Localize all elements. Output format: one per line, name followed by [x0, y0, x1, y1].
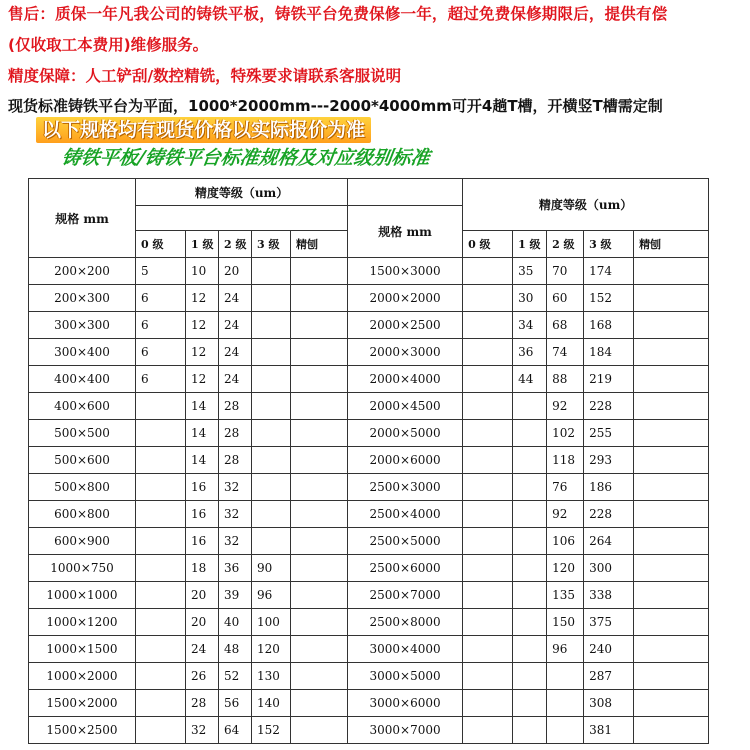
table-title: 铸铁平板/铸铁平台标准规格及对应级别标准	[60, 147, 432, 169]
right-grade-2-cell: 92	[547, 501, 584, 528]
left-planed-cell	[291, 636, 348, 663]
left-grade-2-cell: 24	[219, 285, 252, 312]
right-grade-2-cell: 60	[547, 285, 584, 312]
left-size-cell: 400×600	[29, 393, 136, 420]
left-size-cell: 1000×1200	[29, 609, 136, 636]
left-planed-cell	[291, 258, 348, 285]
right-grade-0-cell	[463, 663, 513, 690]
right-planed-cell	[634, 312, 709, 339]
left-grade-3-cell	[252, 339, 291, 366]
table-row	[29, 609, 709, 636]
right-planed-cell	[634, 258, 709, 285]
left-grade-3-cell	[252, 420, 291, 447]
left-grade-3-cell: 140	[252, 690, 291, 717]
left-planed-cell	[291, 366, 348, 393]
right-grade-0-cell	[463, 366, 513, 393]
table-row	[29, 663, 709, 690]
right-grade-1-cell	[513, 582, 547, 609]
left-grade-3-cell	[252, 312, 291, 339]
right-grade-1-cell: 36	[513, 339, 547, 366]
right-grade-0-cell	[463, 717, 513, 744]
right-grade-0-cell	[463, 393, 513, 420]
left-grade-2-cell: 32	[219, 474, 252, 501]
left-grade-1-cell: 24	[186, 636, 219, 663]
right-planed-cell	[634, 555, 709, 582]
spec-header-left: 规格 mm	[29, 179, 136, 258]
right-grade-3-cell: 219	[584, 366, 634, 393]
right-grade-2-cell: 92	[547, 393, 584, 420]
left-size-cell: 1500×2000	[29, 690, 136, 717]
right-grade-2-cell: 135	[547, 582, 584, 609]
right-size-cell: 2500×5000	[348, 528, 463, 555]
right-grade-2-cell: 120	[547, 555, 584, 582]
left-planed-cell	[291, 528, 348, 555]
left-planed-cell	[291, 717, 348, 744]
grade-1-header: 1 级	[186, 231, 219, 258]
left-grade-1-cell: 16	[186, 528, 219, 555]
after-sales-note: 售后：质保一年凡我公司的铸铁平板，铸铁平台免费保修一年，超过免费保修期限后，提供有偿	[8, 5, 668, 23]
right-planed-cell	[634, 717, 709, 744]
right-grade-2-cell: 96	[547, 636, 584, 663]
left-grade-2-cell: 64	[219, 717, 252, 744]
right-grade-2-cell: 76	[547, 474, 584, 501]
right-grade-1-cell: 35	[513, 258, 547, 285]
right-grade-3-cell: 228	[584, 393, 634, 420]
right-grade-1-cell	[513, 528, 547, 555]
left-grade-1-cell: 14	[186, 420, 219, 447]
left-planed-cell	[291, 555, 348, 582]
right-grade-3-cell: 240	[584, 636, 634, 663]
right-size-cell: 2000×3000	[348, 339, 463, 366]
grade-planed-header: 精刨	[291, 231, 348, 258]
left-planed-cell	[291, 312, 348, 339]
left-grade-3-cell	[252, 285, 291, 312]
right-size-cell: 2000×5000	[348, 420, 463, 447]
left-grade-3-cell: 96	[252, 582, 291, 609]
left-size-cell: 400×400	[29, 366, 136, 393]
left-grade-3-cell	[252, 501, 291, 528]
left-size-cell: 200×200	[29, 258, 136, 285]
right-grade-0-cell	[463, 285, 513, 312]
right-grade-3-cell: 255	[584, 420, 634, 447]
left-size-cell: 1000×1000	[29, 582, 136, 609]
right-grade-3-cell: 168	[584, 312, 634, 339]
right-grade-0-cell	[463, 312, 513, 339]
right-grade-0-cell	[463, 474, 513, 501]
right-size-cell: 1500×3000	[348, 258, 463, 285]
left-planed-cell	[291, 420, 348, 447]
table-row	[29, 636, 709, 663]
right-size-cell: 2500×3000	[348, 474, 463, 501]
right-grade-2-cell: 106	[547, 528, 584, 555]
left-grade-1-cell: 20	[186, 582, 219, 609]
table-row	[29, 393, 709, 420]
right-planed-cell	[634, 528, 709, 555]
right-grade-0-cell	[463, 420, 513, 447]
right-grade-3-cell: 228	[584, 501, 634, 528]
left-grade-0-cell: 6	[136, 285, 186, 312]
right-grade-1-cell	[513, 690, 547, 717]
right-grade-3-cell: 381	[584, 717, 634, 744]
left-grade-0-cell	[136, 555, 186, 582]
left-planed-cell	[291, 582, 348, 609]
left-grade-2-cell: 32	[219, 528, 252, 555]
right-grade-2-cell: 74	[547, 339, 584, 366]
right-grade-1-cell	[513, 474, 547, 501]
left-grade-1-cell: 14	[186, 447, 219, 474]
right-planed-cell	[634, 474, 709, 501]
right-size-cell: 2500×4000	[348, 501, 463, 528]
right-grade-2-cell	[547, 663, 584, 690]
right-size-cell: 2000×2000	[348, 285, 463, 312]
right-grade-2-cell: 150	[547, 609, 584, 636]
right-size-cell: 2000×6000	[348, 447, 463, 474]
right-planed-cell	[634, 366, 709, 393]
left-size-cell: 600×900	[29, 528, 136, 555]
right-size-cell: 3000×6000	[348, 690, 463, 717]
left-grade-2-cell: 28	[219, 420, 252, 447]
left-grade-1-cell: 12	[186, 366, 219, 393]
right-grade-3-cell: 152	[584, 285, 634, 312]
right-grade-3-cell: 308	[584, 690, 634, 717]
left-grade-1-cell: 16	[186, 474, 219, 501]
right-grade-1-cell	[513, 420, 547, 447]
right-planed-cell	[634, 501, 709, 528]
right-size-cell: 2000×4500	[348, 393, 463, 420]
left-grade-2-cell: 20	[219, 258, 252, 285]
right-planed-cell	[634, 663, 709, 690]
right-grade-2-cell: 118	[547, 447, 584, 474]
stock-note: 现货标准铸铁平台为平面，1000*2000mm---2000*4000mm可开4趟T槽，开横竖T槽需定制	[8, 97, 663, 115]
left-size-cell: 500×500	[29, 420, 136, 447]
right-grade-2-cell: 88	[547, 366, 584, 393]
right-grade-3-cell: 264	[584, 528, 634, 555]
right-grade-3-cell: 287	[584, 663, 634, 690]
grade-planed-header-right: 精刨	[634, 231, 709, 258]
header-blank-row	[136, 206, 348, 231]
right-size-cell: 2500×7000	[348, 582, 463, 609]
left-grade-0-cell: 6	[136, 339, 186, 366]
right-grade-2-cell	[547, 690, 584, 717]
left-grade-3-cell: 100	[252, 609, 291, 636]
left-grade-0-cell	[136, 636, 186, 663]
left-grade-2-cell: 24	[219, 366, 252, 393]
left-size-cell: 1000×750	[29, 555, 136, 582]
grade-2-header: 2 级	[219, 231, 252, 258]
left-planed-cell	[291, 690, 348, 717]
left-grade-1-cell: 12	[186, 285, 219, 312]
right-grade-0-cell	[463, 555, 513, 582]
left-grade-2-cell: 24	[219, 312, 252, 339]
left-grade-0-cell	[136, 474, 186, 501]
left-size-cell: 600×800	[29, 501, 136, 528]
left-grade-3-cell: 152	[252, 717, 291, 744]
left-grade-2-cell: 52	[219, 663, 252, 690]
spec-table	[28, 178, 709, 744]
left-size-cell: 1000×2000	[29, 663, 136, 690]
table-row	[29, 285, 709, 312]
left-grade-2-cell: 56	[219, 690, 252, 717]
right-size-cell: 3000×7000	[348, 717, 463, 744]
left-size-cell: 500×600	[29, 447, 136, 474]
left-grade-0-cell	[136, 501, 186, 528]
right-planed-cell	[634, 447, 709, 474]
left-grade-0-cell	[136, 528, 186, 555]
table-row	[29, 447, 709, 474]
right-planed-cell	[634, 690, 709, 717]
right-grade-0-cell	[463, 528, 513, 555]
right-grade-2-cell: 102	[547, 420, 584, 447]
table-row	[29, 501, 709, 528]
table-row	[29, 474, 709, 501]
left-grade-1-cell: 12	[186, 339, 219, 366]
right-planed-cell	[634, 339, 709, 366]
right-grade-3-cell: 184	[584, 339, 634, 366]
left-grade-2-cell: 32	[219, 501, 252, 528]
left-size-cell: 300×300	[29, 312, 136, 339]
left-grade-3-cell	[252, 366, 291, 393]
right-grade-1-cell: 34	[513, 312, 547, 339]
left-grade-1-cell: 28	[186, 690, 219, 717]
precision-header-right: 精度等级（um）	[463, 179, 709, 231]
right-grade-1-cell: 30	[513, 285, 547, 312]
grade-1-header-right: 1 级	[513, 231, 547, 258]
spec-header-right: 规格 mm	[348, 206, 463, 258]
left-grade-3-cell: 120	[252, 636, 291, 663]
right-grade-3-cell: 338	[584, 582, 634, 609]
table-row	[29, 717, 709, 744]
left-planed-cell	[291, 285, 348, 312]
left-size-cell: 1000×1500	[29, 636, 136, 663]
left-size-cell: 300×400	[29, 339, 136, 366]
right-grade-3-cell: 375	[584, 609, 634, 636]
left-grade-1-cell: 14	[186, 393, 219, 420]
right-size-cell: 2000×4000	[348, 366, 463, 393]
left-grade-3-cell: 130	[252, 663, 291, 690]
right-grade-2-cell	[547, 717, 584, 744]
table-row	[29, 690, 709, 717]
left-grade-1-cell: 18	[186, 555, 219, 582]
table-row	[29, 555, 709, 582]
right-grade-0-cell	[463, 609, 513, 636]
right-grade-1-cell	[513, 636, 547, 663]
grade-0-header-right: 0 级	[463, 231, 513, 258]
precision-header-left: 精度等级（um）	[136, 179, 348, 206]
right-grade-0-cell	[463, 501, 513, 528]
right-size-cell: 3000×4000	[348, 636, 463, 663]
table-row	[29, 258, 709, 285]
left-grade-2-cell: 28	[219, 447, 252, 474]
left-grade-3-cell	[252, 258, 291, 285]
left-grade-0-cell: 6	[136, 312, 186, 339]
left-grade-2-cell: 48	[219, 636, 252, 663]
right-planed-cell	[634, 609, 709, 636]
left-grade-0-cell: 6	[136, 366, 186, 393]
left-grade-0-cell	[136, 582, 186, 609]
left-grade-2-cell: 24	[219, 339, 252, 366]
left-grade-1-cell: 10	[186, 258, 219, 285]
right-grade-3-cell: 300	[584, 555, 634, 582]
right-grade-1-cell	[513, 609, 547, 636]
left-grade-0-cell	[136, 690, 186, 717]
left-grade-2-cell: 40	[219, 609, 252, 636]
right-size-cell: 2500×8000	[348, 609, 463, 636]
right-grade-0-cell	[463, 690, 513, 717]
table-row	[29, 339, 709, 366]
left-grade-0-cell: 5	[136, 258, 186, 285]
left-grade-3-cell	[252, 474, 291, 501]
right-grade-3-cell: 293	[584, 447, 634, 474]
right-planed-cell	[634, 582, 709, 609]
right-grade-2-cell: 70	[547, 258, 584, 285]
left-planed-cell	[291, 393, 348, 420]
left-grade-2-cell: 28	[219, 393, 252, 420]
right-planed-cell	[634, 393, 709, 420]
left-grade-3-cell	[252, 447, 291, 474]
left-planed-cell	[291, 609, 348, 636]
left-grade-0-cell	[136, 447, 186, 474]
left-grade-1-cell: 26	[186, 663, 219, 690]
left-grade-1-cell: 32	[186, 717, 219, 744]
right-grade-1-cell	[513, 555, 547, 582]
right-size-cell: 3000×5000	[348, 663, 463, 690]
left-planed-cell	[291, 474, 348, 501]
grade-3-header-right: 3 级	[584, 231, 634, 258]
after-sales-note-cont: (仅收取工本费用)维修服务。	[8, 36, 209, 54]
right-grade-0-cell	[463, 258, 513, 285]
right-planed-cell	[634, 636, 709, 663]
grade-3-header: 3 级	[252, 231, 291, 258]
right-grade-1-cell	[513, 447, 547, 474]
header-blank-cell	[348, 179, 463, 206]
table-row	[29, 528, 709, 555]
left-grade-3-cell	[252, 393, 291, 420]
right-grade-0-cell	[463, 447, 513, 474]
right-grade-0-cell	[463, 582, 513, 609]
grade-0-header: 0 级	[136, 231, 186, 258]
right-grade-1-cell: 44	[513, 366, 547, 393]
right-planed-cell	[634, 420, 709, 447]
left-planed-cell	[291, 663, 348, 690]
right-grade-3-cell: 186	[584, 474, 634, 501]
grade-2-header-right: 2 级	[547, 231, 584, 258]
right-grade-2-cell: 68	[547, 312, 584, 339]
left-grade-0-cell	[136, 420, 186, 447]
left-grade-2-cell: 39	[219, 582, 252, 609]
left-planed-cell	[291, 447, 348, 474]
left-size-cell: 1500×2500	[29, 717, 136, 744]
left-size-cell: 500×800	[29, 474, 136, 501]
left-grade-2-cell: 36	[219, 555, 252, 582]
right-grade-3-cell: 174	[584, 258, 634, 285]
table-row	[29, 582, 709, 609]
left-grade-0-cell	[136, 393, 186, 420]
right-size-cell: 2500×6000	[348, 555, 463, 582]
table-row	[29, 366, 709, 393]
right-grade-1-cell	[513, 393, 547, 420]
left-grade-1-cell: 16	[186, 501, 219, 528]
right-grade-1-cell	[513, 717, 547, 744]
left-grade-3-cell: 90	[252, 555, 291, 582]
precision-note: 精度保障：人工铲刮/数控精铣，特殊要求请联系客服说明	[8, 67, 402, 85]
table-row	[29, 420, 709, 447]
right-planed-cell	[634, 285, 709, 312]
left-grade-0-cell	[136, 663, 186, 690]
price-banner: 以下规格均有现货价格以实际报价为准	[36, 117, 371, 143]
left-grade-0-cell	[136, 609, 186, 636]
left-planed-cell	[291, 501, 348, 528]
table-row	[29, 312, 709, 339]
right-grade-0-cell	[463, 339, 513, 366]
left-grade-1-cell: 20	[186, 609, 219, 636]
left-grade-1-cell: 12	[186, 312, 219, 339]
right-grade-1-cell	[513, 501, 547, 528]
left-grade-0-cell	[136, 717, 186, 744]
right-grade-1-cell	[513, 663, 547, 690]
left-planed-cell	[291, 339, 348, 366]
left-grade-3-cell	[252, 528, 291, 555]
left-size-cell: 200×300	[29, 285, 136, 312]
right-size-cell: 2000×2500	[348, 312, 463, 339]
right-grade-0-cell	[463, 636, 513, 663]
